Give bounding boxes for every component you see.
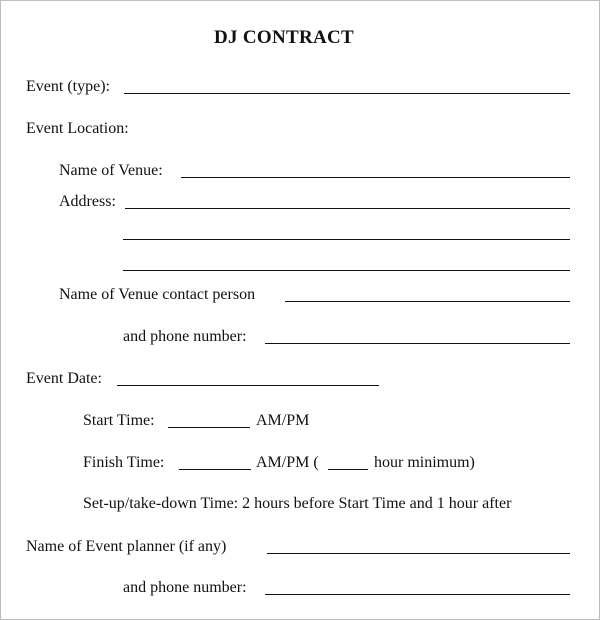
venue-phone-input-line[interactable] (265, 343, 570, 344)
event-planner-input-line[interactable] (267, 553, 570, 554)
event-type-label: Event (type): (26, 78, 110, 95)
event-type-input-line[interactable] (124, 93, 570, 94)
planner-phone-input-line[interactable] (265, 594, 570, 595)
document-title: DJ CONTRACT (213, 27, 354, 48)
finish-time-label: Finish Time: (83, 454, 165, 471)
event-planner-label: Name of Event planner (if any) (26, 538, 227, 555)
event-date-label: Event Date: (26, 370, 102, 387)
finish-ampm-label: AM/PM ( (256, 454, 319, 471)
address-line-3[interactable] (123, 270, 570, 271)
hour-minimum-input-line[interactable] (328, 469, 368, 470)
event-date-input-line[interactable] (117, 385, 379, 386)
venue-name-label: Name of Venue: (59, 162, 163, 179)
venue-name-input-line[interactable] (181, 177, 570, 178)
hour-minimum-label: hour minimum) (374, 454, 475, 471)
planner-phone-label: and phone number: (123, 579, 247, 596)
start-time-label: Start Time: (83, 412, 155, 429)
venue-phone-label: and phone number: (123, 328, 247, 345)
start-time-input-line[interactable] (168, 427, 250, 428)
address-label: Address: (59, 193, 116, 210)
start-ampm-label: AM/PM (256, 412, 310, 429)
venue-contact-input-line[interactable] (285, 301, 570, 302)
venue-contact-label: Name of Venue contact person (59, 286, 256, 303)
address-line-1[interactable] (125, 208, 570, 209)
event-location-label: Event Location: (26, 120, 129, 137)
setup-takedown-text: Set-up/take-down Time: 2 hours before Start Time and 1 hour after (83, 495, 512, 512)
address-line-2[interactable] (123, 239, 570, 240)
finish-time-input-line[interactable] (179, 469, 251, 470)
